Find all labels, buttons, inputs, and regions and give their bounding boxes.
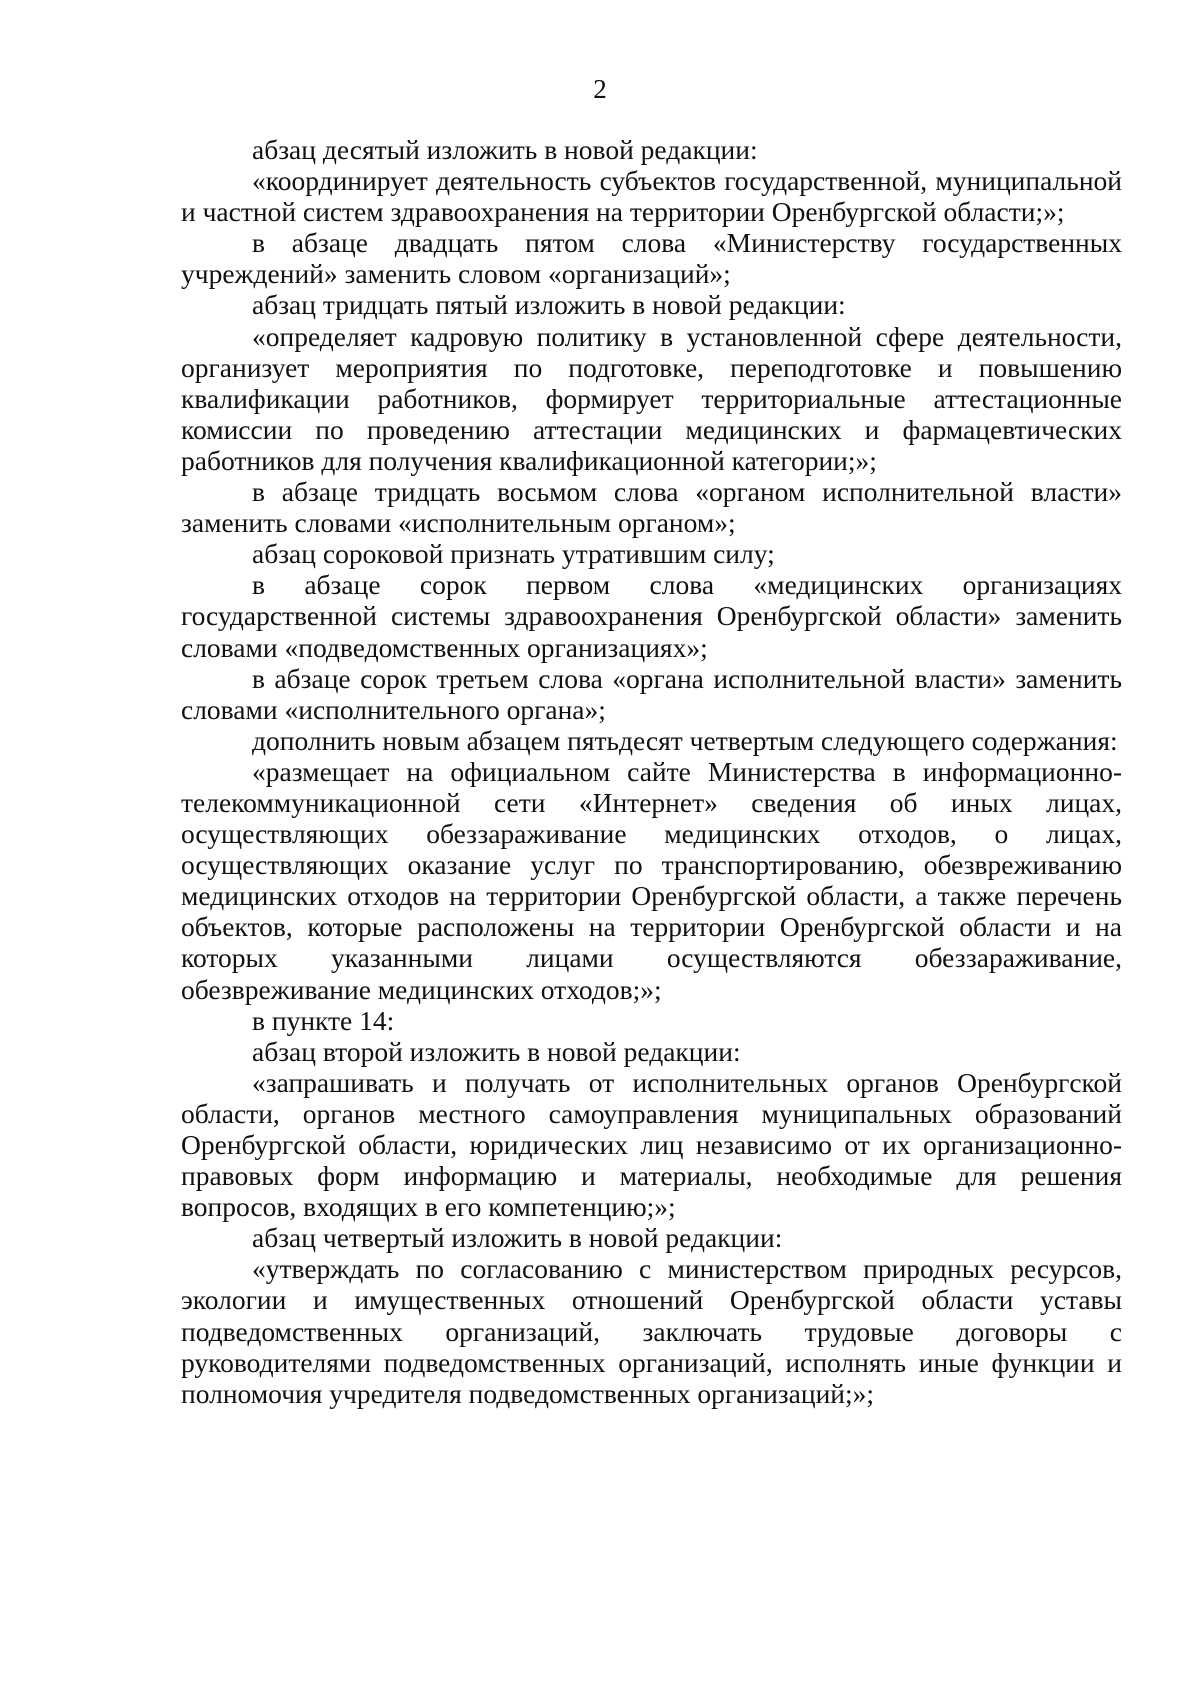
paragraph: дополнить новым абзацем пятьдесят четвертым следующего содержания: bbox=[252, 724, 1118, 756]
paragraph: «определяет кадровую политику в установленной сфере деятельности, организует мероприятия по подготовке, переподготовке и повышению квалификации работников, формирует территориальные аттестационные комиссии по проведению аттестации медицинских и фармацевтических работников для получения квалификационной категории;»; bbox=[181, 320, 1122, 476]
paragraph: абзац тридцать пятый изложить в новой редакции: bbox=[252, 289, 846, 321]
paragraph: абзац десятый изложить в новой редакции: bbox=[252, 134, 758, 165]
document-body bbox=[181, 134, 1122, 1409]
paragraph: абзац второй изложить в новой редакции: bbox=[252, 1035, 741, 1067]
paragraph: абзац четвертый изложить в новой редакции: bbox=[252, 1222, 783, 1254]
page-number: 2 bbox=[593, 74, 607, 104]
paragraph: «размещает на официальном сайте Министерства в информационно-телекоммуникационной сети «Интернет» сведения об иных лицах, осуществляющих обеззараживание медицинских отходов, о лицах, осуществляющих оказание услуг по транспортированию, обезвреживанию медицинских отходов на территории Оренбургской области, а также перечень объектов, которые расположены на территории Оренбургской области и на которых указанными лицами осуществляются обеззараживание, обезвреживание медицинских отходов;»; bbox=[181, 755, 1122, 1005]
paragraph: в абзаце тридцать восьмом слова «органом исполнительной власти» заменить словами «исполнительным органом»; bbox=[181, 476, 1122, 539]
paragraph: в абзаце сорок первом слова «медицинских организациях государственной системы здравоохранения Оренбургской области» заменить словами «подведомственных организациях»; bbox=[181, 569, 1122, 663]
paragraph: абзац сороковой признать утратившим силу; bbox=[252, 538, 775, 570]
paragraph: в абзаце двадцать пятом слова «Министерству государственных учреждений» заменить словом «организаций»; bbox=[181, 227, 1122, 290]
paragraph: «координирует деятельность субъектов государственной, муниципальной и частной систем здравоохранения на территории Оренбургской области;»; bbox=[181, 165, 1122, 228]
paragraph: в абзаце сорок третьем слова «органа исполнительной власти» заменить словами «исполнительного органа»; bbox=[181, 662, 1122, 725]
paragraph: в пункте 14: bbox=[252, 1004, 395, 1036]
paragraph: «утверждать по согласованию с министерством природных ресурсов, экологии и имущественных отношений Оренбургской области уставы подведомственных организаций, заключать трудовые договоры с руководителями подведомственных организаций, исполнять иные функции и полномочия учредителя подведомственных организаций;»; bbox=[181, 1253, 1122, 1409]
paragraph: «запрашивать и получать от исполнительных органов Оренбургской области, органов местного самоуправления муниципальных образований Оренбургской области, юридических лиц независимо от их организационно-правовых форм информацию и материалы, необходимые для решения вопросов, входящих в его компетенцию;»; bbox=[181, 1066, 1122, 1223]
